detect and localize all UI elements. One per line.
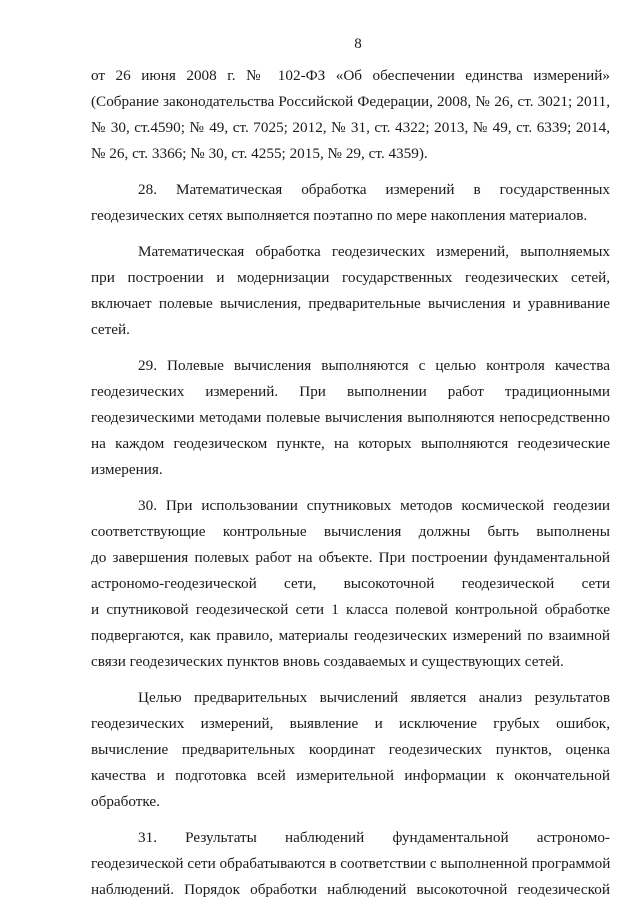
text-line: 30. При использовании спутниковых методов космической геодезии	[138, 497, 610, 514]
text-line: наблюдений. Порядок обработки наблюдений высокоточной геодезической	[91, 881, 610, 898]
paragraph-item-31	[91, 825, 610, 903]
page-number: 8	[354, 36, 362, 52]
text-line: соответствующие контрольные вычисления должны быть выполнены	[91, 523, 610, 540]
text-line: геодезических сетях выполняется поэтапно по мере накопления материалов.	[91, 207, 588, 224]
text-line: Целью предварительных вычислений является анализ результатов	[138, 689, 610, 706]
text-line: № 26, ст. 3366; № 30, ст. 4255; 2015, № 29, ст. 4359).	[91, 145, 428, 162]
paragraph-preliminary-calculations	[91, 685, 610, 815]
text-line: (Собрание законодательства Российской Федерации, 2008, № 26, ст. 3021; 2011,	[91, 93, 610, 110]
paragraph-item-30	[91, 493, 610, 675]
text-line: 29. Полевые вычисления выполняются с целью контроля качества	[138, 357, 610, 374]
paragraph-item-28	[91, 177, 610, 229]
text-line: обработке.	[91, 793, 160, 810]
text-line: и спутниковой геодезической сети 1 класса полевой контрольной обработке	[91, 601, 610, 618]
text-line: Математическая обработка геодезических измерений, выполняемых	[138, 243, 610, 260]
text-line: вычисление предварительных координат геодезических пунктов, оценка	[91, 741, 610, 758]
text-line: сетей.	[91, 321, 130, 338]
text-line: связи геодезических пунктов вновь создаваемых и существующих сетей.	[91, 653, 564, 670]
paragraph-law-reference	[91, 63, 610, 167]
text-line: от 26 июня 2008 г. № 102-ФЗ «Об обеспечении единства измерений»	[91, 67, 610, 84]
text-line: при построении и модернизации государственных геодезических сетей,	[91, 269, 610, 286]
paragraph-item-29	[91, 353, 610, 483]
paragraph-math-processing	[91, 239, 610, 343]
text-line: геодезических измерений. При выполнении работ традиционными	[91, 383, 610, 400]
text-line: геодезических измерений, выявление и исключение грубых ошибок,	[91, 715, 610, 732]
text-line: геодезическими методами полевые вычисления выполняются непосредственно	[91, 409, 610, 426]
text-line: включает полевые вычисления, предварительные вычисления и уравнивание	[91, 295, 610, 312]
text-line: 31. Результаты наблюдений фундаментальной астрономо-	[138, 829, 610, 846]
text-line: качества и подготовка всей измерительной информации к окончательной	[91, 767, 610, 784]
text-line: измерения.	[91, 461, 163, 478]
text-line: до завершения полевых работ на объекте. При построении фундаментальной	[91, 549, 610, 566]
text-line: на каждом геодезическом пункте, на которых выполняются геодезические	[91, 435, 610, 452]
text-line: № 30, ст.4590; № 49, ст. 7025; 2012, № 31, ст. 4322; 2013, № 49, ст. 6339; 2014,	[91, 119, 610, 136]
text-line: геодезической сети обрабатываются в соответствии с выполненной программой	[91, 855, 611, 872]
text-line: астрономо-геодезической сети, высокоточной геодезической сети	[91, 575, 610, 592]
text-line: 28. Математическая обработка измерений в государственных	[138, 181, 610, 198]
text-line: подвергаются, как правило, материалы геодезических измерений по взаимной	[91, 627, 610, 644]
